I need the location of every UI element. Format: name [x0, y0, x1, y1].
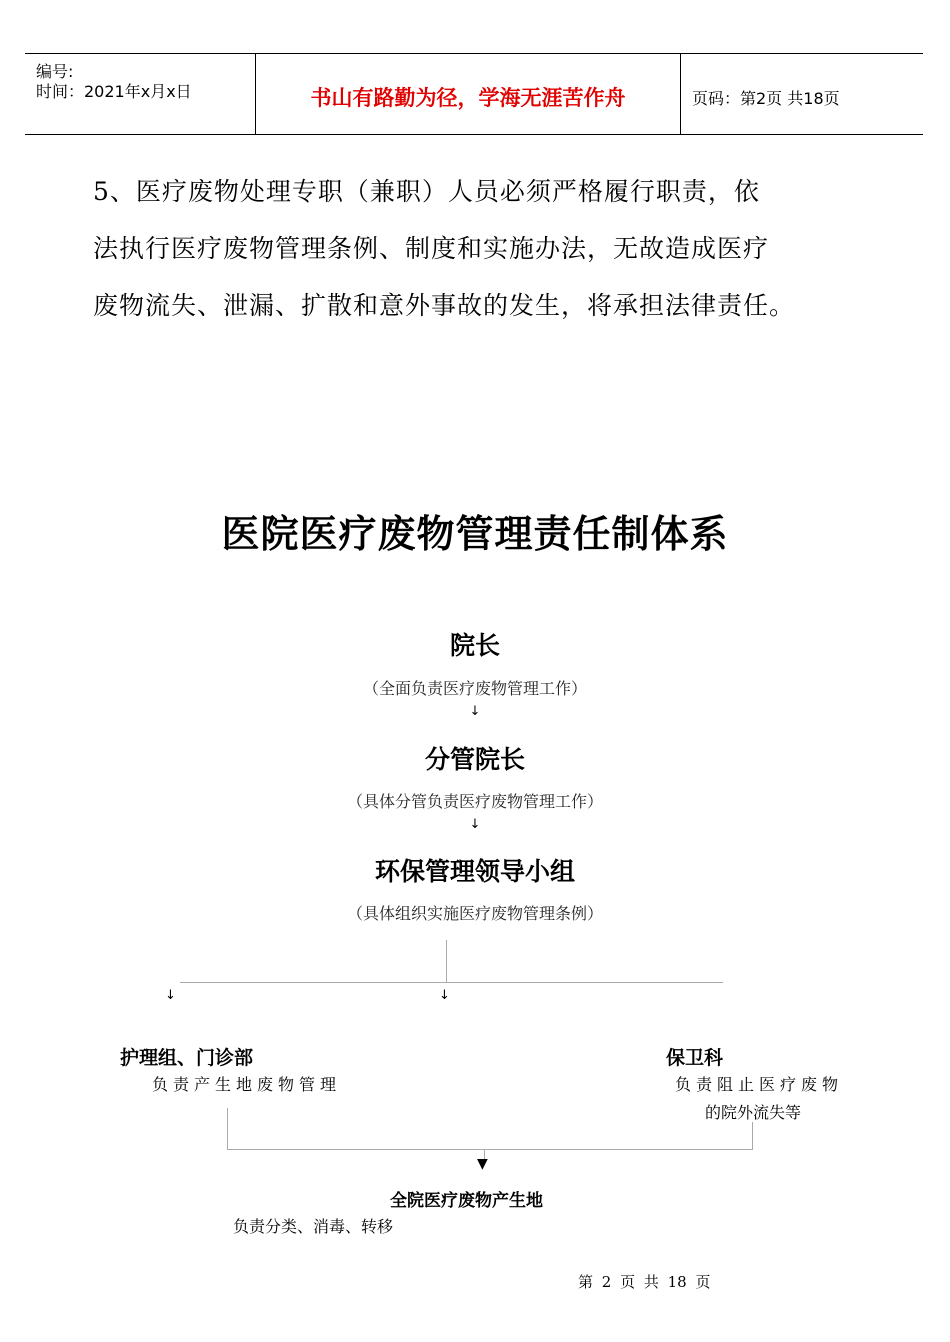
node-vice-president: 分管院长 — [424, 745, 525, 774]
duty-waste-origin: 负责分类、消毒、转移 — [233, 1217, 394, 1236]
node-security-dept: 保卫科 — [666, 1047, 724, 1069]
paragraph-line: 5、医疗废物处理专职（兼职）人员必须严格履行职责，依 — [93, 177, 760, 206]
header-page-label: 页码：第2页 共18页 — [692, 88, 840, 108]
connector-line — [180, 982, 723, 983]
connector-line — [752, 1122, 753, 1150]
doc-time-label: 时间：2021年x月x日 — [36, 82, 192, 101]
connector-line — [227, 1149, 753, 1150]
connector-line — [446, 940, 447, 982]
connector-line — [227, 1108, 228, 1150]
paragraph-line: 法执行医疗废物管理条例、制度和实施办法，无故造成医疗 — [93, 234, 770, 263]
note-president: （全面负责医疗废物管理工作） — [362, 679, 587, 698]
note-env-leadership-group: （具体组织实施医疗废物管理条例） — [346, 904, 603, 923]
page-header — [25, 53, 923, 135]
duty-security-dept-line2: 的院外流失等 — [705, 1103, 802, 1122]
header-meta — [25, 54, 255, 134]
note-vice-president: （具体分管负责医疗废物管理工作） — [346, 792, 603, 811]
triangle-down-icon: ▼ — [477, 1156, 488, 1172]
doc-number-label: 编号: — [36, 62, 74, 81]
arrow-down-icon: ↓ — [469, 817, 481, 832]
chart-title: 医院医疗废物管理责任制体系 — [221, 511, 729, 556]
duty-nursing-outpatient: 负责产生地废物管理 — [152, 1075, 342, 1094]
arrow-down-icon: ↓ — [439, 988, 450, 1003]
duty-security-dept-line1: 负责阻止医疗废物 — [675, 1075, 844, 1094]
page-footer: 第 2 页 共 18 页 — [578, 1273, 711, 1291]
header-motto: 书山有路勤为径，学海无涯苦作舟 — [255, 54, 681, 134]
body-paragraph — [93, 163, 863, 334]
node-president: 院长 — [449, 631, 500, 660]
node-waste-origin: 全院医疗废物产生地 — [390, 1191, 543, 1211]
arrow-down-icon: ↓ — [469, 704, 481, 719]
paragraph-line: 废物流失、泄漏、扩散和意外事故的发生，将承担法律责任。 — [93, 291, 796, 320]
node-nursing-outpatient: 护理组、门诊部 — [120, 1047, 254, 1069]
arrow-down-icon: ↓ — [165, 988, 176, 1003]
node-env-leadership-group: 环保管理领导小组 — [374, 857, 575, 886]
